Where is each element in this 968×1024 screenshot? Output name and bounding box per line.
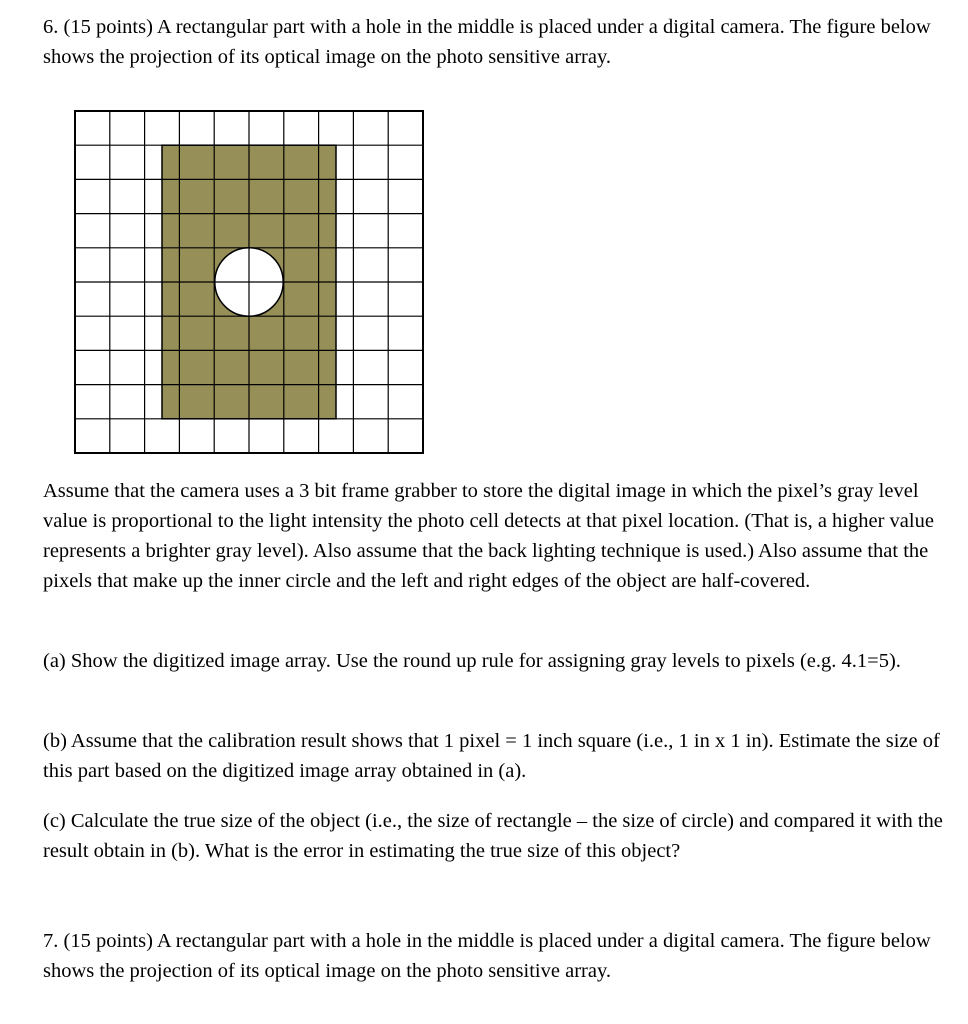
- part-c-text: (c) Calculate the true size of the object (i.e., the size of rectangle – the size of circle) and compared it with the result obtain in (b). What is the error in estimating the true size of this object?: [43, 810, 943, 862]
- part-a-text: (a) Show the digitized image array. Use the round up rule for assigning gray levels to pixels (e.g. 4.1=5).: [43, 650, 901, 672]
- photo-sensitive-array-figure: [74, 110, 426, 456]
- problem-6-intro: 6. (15 points) A rectangular part with a hole in the middle is placed under a digital camera. The figure below shows the projection of its optical image on the photo sensitive array.: [43, 16, 931, 68]
- problem-7-intro: 7. (15 points) A rectangular part with a hole in the middle is placed under a digital camera. The figure below shows the projection of its optical image on the photo sensitive array.: [43, 930, 931, 982]
- part-b-text: (b) Assume that the calibration result shows that 1 pixel = 1 inch square (i.e., 1 in x 1 in). Estimate the size of this part based on the digitized image array obtained in (a).: [43, 730, 940, 782]
- assumptions-text: Assume that the camera uses a 3 bit frame grabber to store the digital image in which the pixel’s gray level value is proportional to the light intensity the photo cell detects at that pixel location. (That is, a higher value represents a brighter gray level). Also assume that the back lighting technique is used.) Also assume that the pixels that make up the inner circle and the left and right edges of the object are half-covered.: [43, 480, 934, 592]
